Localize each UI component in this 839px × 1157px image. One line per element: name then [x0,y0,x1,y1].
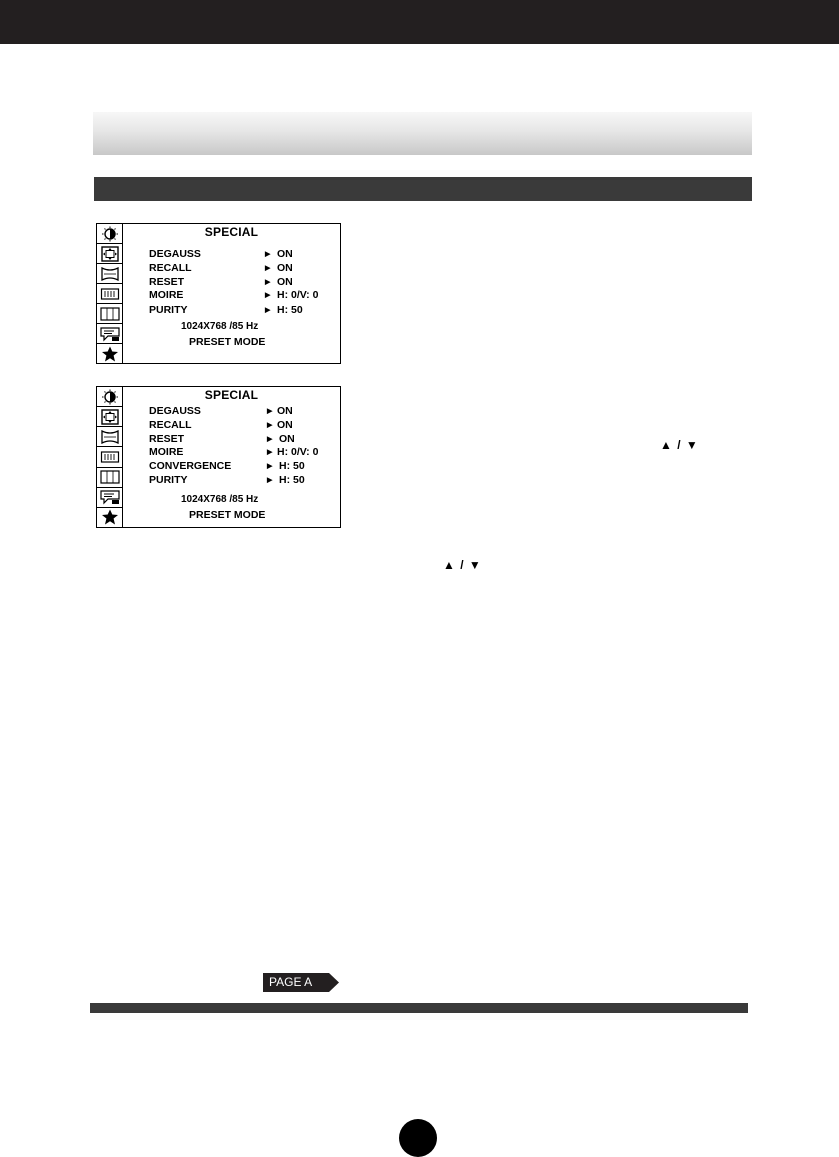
osd-resolution: 1024X768 /85 Hz [181,494,259,505]
rgb-icon [97,304,122,324]
brightness-icon [97,224,122,244]
size-icon [97,407,122,427]
header-bar [0,0,839,44]
page-tag-label: PAGE A [269,975,313,989]
osd-icon-column [97,224,123,363]
page-tag [263,973,339,992]
geometry-icon [97,427,122,447]
up-down-arrows-icon: ▲ / ▼ [660,438,699,452]
section-bar [94,177,752,201]
language-icon [97,324,122,344]
special-star-icon [97,344,122,363]
osd-screen-1: SPECIAL DEGAUSS ▶ ON RECALL ▶ ON RESET ▶ ON MOIRE ▶ H: 0/V: 0 PURITY ▶ H: 50 1024X768 /85 Hz PRESET MODE [96,223,341,364]
osd-mode: PRESET MODE [189,509,266,521]
language-icon [97,488,122,508]
osd-title: SPECIAL [204,225,259,239]
osd-screen-2: SPECIAL DEGAUSS ▶ ON RECALL ▶ ON RESET ▶ ON MOIRE ▶ H: 0/V: 0 CONVERGENCE ▶ H: 50 PURITY ▶ H: 50 1024X768 /85 Hz PRESET MODE [96,386,341,528]
moire-icon [97,447,122,467]
osd-mode: PRESET MODE [189,336,266,348]
brightness-icon [97,387,122,407]
osd-title: SPECIAL [204,388,259,402]
special-star-icon [97,508,122,527]
footer-bar [90,1003,748,1013]
osd-resolution: 1024X768 /85 Hz [181,321,259,332]
size-icon [97,244,122,264]
osd-icon-column [97,387,123,527]
up-down-arrows-icon: ▲ / ▼ [443,558,482,572]
rgb-icon [97,468,122,488]
moire-icon [97,284,122,304]
geometry-icon [97,264,122,284]
title-band [93,112,752,155]
page-number-dot [399,1119,437,1157]
